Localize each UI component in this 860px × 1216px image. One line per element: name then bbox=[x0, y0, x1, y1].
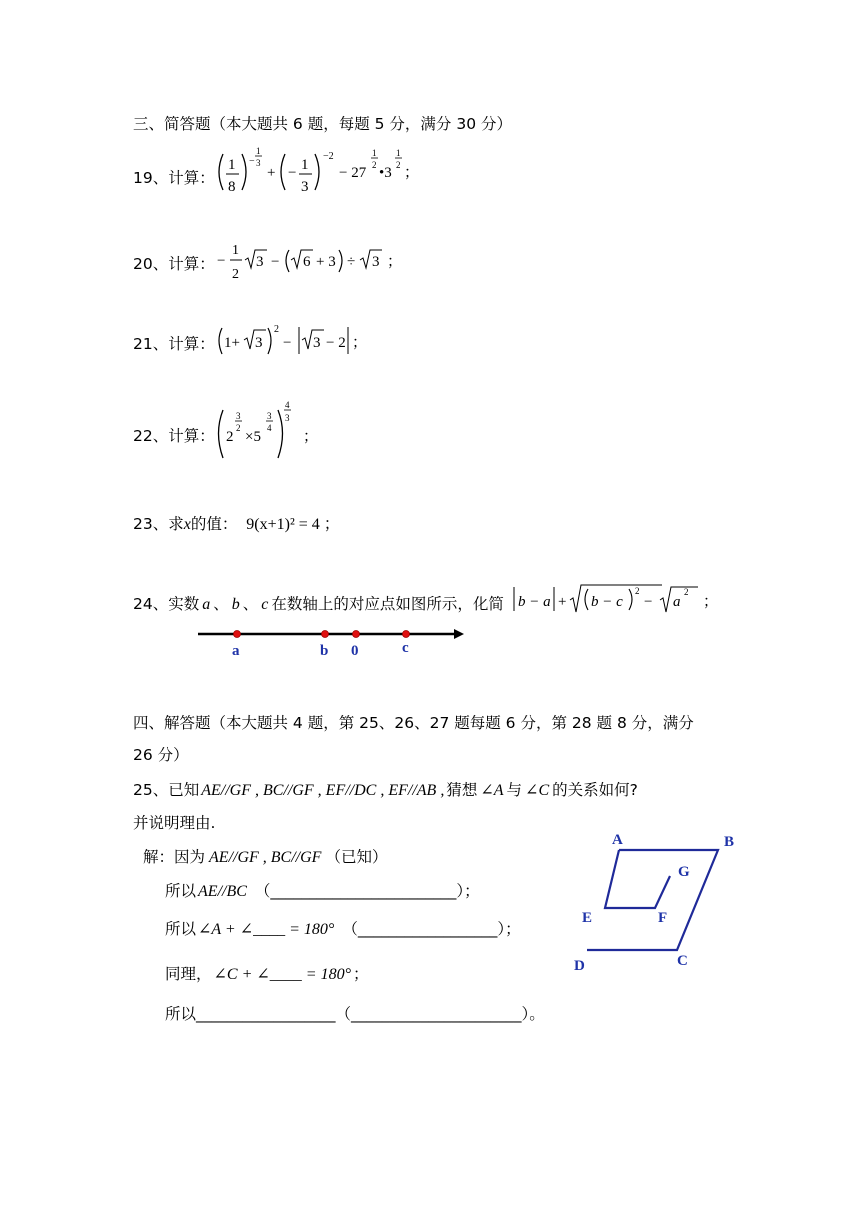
solution-3-math[interactable]: ∠A + ∠____ = 180° bbox=[198, 921, 335, 938]
angle-a: ∠A bbox=[480, 782, 504, 799]
problem-22-expression bbox=[215, 398, 335, 468]
svg-text:3: 3 bbox=[313, 335, 321, 351]
problem-19-label: 19、计算： bbox=[133, 169, 215, 187]
label-b: B bbox=[724, 834, 735, 850]
svg-text:2: 2 bbox=[232, 267, 239, 282]
number-line-label-a: a bbox=[232, 643, 240, 659]
solution-5-prefix: 所以 bbox=[165, 1005, 197, 1023]
label-c: C bbox=[677, 953, 688, 969]
problem-23-variable: x bbox=[183, 516, 191, 533]
problem-24-expression bbox=[512, 582, 719, 622]
svg-text:；: ； bbox=[352, 335, 368, 351]
svg-text:2: 2 bbox=[396, 160, 401, 170]
sep-1: 、 bbox=[213, 595, 229, 613]
point-0 bbox=[353, 631, 360, 638]
svg-text:1: 1 bbox=[232, 243, 239, 258]
problem-25-given: AE//GF , BC//GF , EF//DC , EF//AB , bbox=[201, 782, 445, 799]
problem-25-line-1 bbox=[133, 778, 638, 800]
solution-2-prefix: 所以 bbox=[165, 882, 197, 900]
svg-text:−: − bbox=[288, 165, 297, 181]
svg-text:b − c: b − c bbox=[591, 594, 623, 610]
var-c: c bbox=[261, 596, 269, 613]
var-b: b bbox=[231, 596, 240, 613]
svg-text:8: 8 bbox=[228, 179, 236, 195]
label-f: F bbox=[658, 910, 668, 926]
problem-23-prefix: 23、求 bbox=[133, 515, 184, 533]
solution-1-prefix: 解：因为 bbox=[143, 848, 206, 866]
svg-text:2: 2 bbox=[236, 423, 241, 433]
svg-text:− 2: − 2 bbox=[326, 335, 346, 351]
svg-text:1: 1 bbox=[396, 148, 401, 158]
svg-text:2: 2 bbox=[372, 160, 377, 170]
number-line-arrow-icon bbox=[454, 629, 464, 639]
solution-line-3 bbox=[165, 917, 521, 939]
svg-text:3: 3 bbox=[372, 254, 380, 270]
problem-21-label: 21、计算： bbox=[133, 335, 215, 353]
solution-line-2 bbox=[165, 879, 480, 901]
svg-text:3: 3 bbox=[256, 254, 264, 270]
problem-21-expression bbox=[215, 322, 385, 362]
svg-text:1: 1 bbox=[301, 157, 309, 173]
svg-text:−: − bbox=[644, 594, 653, 610]
svg-text:3: 3 bbox=[301, 179, 309, 195]
svg-text:+ 3: + 3 bbox=[316, 254, 336, 270]
solution-line-1 bbox=[143, 845, 387, 867]
solution-line-4 bbox=[165, 962, 369, 984]
solution-4-math[interactable]: ∠C + ∠____ = 180° bbox=[213, 966, 351, 983]
geometry-figure bbox=[570, 828, 770, 988]
label-d: D bbox=[574, 958, 585, 974]
solution-3-blank[interactable]: （__________________）； bbox=[342, 920, 521, 938]
svg-text:4: 4 bbox=[285, 400, 290, 410]
solution-3-prefix: 所以 bbox=[165, 920, 197, 938]
solution-2-math: AE//BC bbox=[198, 883, 247, 900]
label-g: G bbox=[678, 864, 690, 880]
problem-23-line bbox=[133, 511, 340, 534]
problem-19-expression bbox=[213, 142, 443, 202]
svg-text:−: − bbox=[271, 254, 280, 270]
inner-path bbox=[605, 850, 670, 908]
svg-text:+: + bbox=[558, 594, 567, 610]
svg-text:2: 2 bbox=[684, 587, 689, 597]
problem-22-label: 22、计算： bbox=[133, 427, 215, 445]
solution-1-suffix: （已知） bbox=[325, 848, 388, 866]
svg-text:；: ； bbox=[703, 594, 719, 610]
problem-25-prefix: 25、已知 bbox=[133, 781, 200, 799]
problem-25-question: 的关系如何? bbox=[552, 781, 638, 799]
svg-text:；: ； bbox=[387, 254, 403, 270]
number-line-label-c: c bbox=[402, 640, 409, 656]
point-c bbox=[403, 631, 410, 638]
point-a bbox=[234, 631, 241, 638]
problem-24-suffix: 在数轴上的对应点如图所示，化简 bbox=[271, 595, 504, 613]
problem-23-equation: 9(x+1)² = 4 ； bbox=[246, 516, 340, 533]
sep-2: 、 bbox=[242, 595, 259, 613]
svg-text:− 27: − 27 bbox=[339, 165, 367, 181]
svg-text:−2: −2 bbox=[323, 151, 334, 162]
svg-text:−: − bbox=[249, 156, 255, 167]
problem-20-expression bbox=[215, 238, 415, 288]
svg-text:；: ； bbox=[404, 165, 420, 181]
label-a: A bbox=[612, 832, 623, 848]
section-4-heading-line-2: 26 分） bbox=[133, 746, 189, 764]
svg-text:1: 1 bbox=[372, 148, 377, 158]
solution-line-5 bbox=[165, 1002, 545, 1024]
problem-24-prefix: 24、实数 bbox=[133, 595, 200, 613]
svg-text:•3: •3 bbox=[379, 165, 392, 181]
solution-4-prefix: 同理， bbox=[165, 965, 212, 983]
number-line-label-0: 0 bbox=[351, 643, 359, 659]
solution-5-blank[interactable]: __________________（______________________）。 bbox=[196, 1005, 545, 1023]
section-3-heading: 三、简答题（本大题共 6 题，每题 5 分，满分 30 分） bbox=[133, 115, 513, 133]
number-line-label-b: b bbox=[320, 643, 329, 659]
problem-25-guess: 猜想 bbox=[446, 781, 478, 799]
svg-text:3: 3 bbox=[267, 411, 272, 421]
svg-text:−: − bbox=[217, 253, 226, 269]
svg-text:1: 1 bbox=[256, 146, 261, 156]
angle-c: ∠C bbox=[525, 782, 550, 799]
label-e: E bbox=[582, 910, 593, 926]
svg-text:2: 2 bbox=[635, 586, 640, 596]
svg-text:2: 2 bbox=[274, 324, 279, 335]
problem-23-suffix: 的值： bbox=[190, 515, 238, 533]
solution-1-math: AE//GF , BC//GF bbox=[209, 849, 322, 866]
section-4-heading-line-1: 四、解答题（本大题共 4 题，第 25、26、27 题每题 6 分，第 28 题 8 分，满分 bbox=[133, 714, 694, 732]
problem-25-and: 与 bbox=[506, 781, 523, 799]
solution-4-end: ； bbox=[353, 965, 369, 983]
svg-text:1: 1 bbox=[228, 157, 236, 173]
svg-text:3: 3 bbox=[285, 413, 290, 423]
svg-text:3: 3 bbox=[255, 335, 263, 351]
svg-text:1+: 1+ bbox=[224, 335, 240, 351]
svg-text:×5: ×5 bbox=[245, 429, 261, 445]
svg-text:−: − bbox=[283, 335, 292, 351]
var-a: a bbox=[202, 596, 211, 613]
svg-text:3: 3 bbox=[256, 158, 261, 168]
svg-text:÷: ÷ bbox=[347, 254, 356, 270]
solution-2-blank[interactable]: （________________________）； bbox=[254, 882, 480, 900]
point-b bbox=[322, 631, 329, 638]
svg-text:+: + bbox=[267, 165, 276, 181]
problem-25-line-2: 并说明理由. bbox=[133, 814, 216, 832]
problem-20-label: 20、计算： bbox=[133, 255, 215, 273]
svg-text:；: ； bbox=[303, 429, 319, 445]
svg-text:2: 2 bbox=[226, 429, 234, 445]
svg-text:b − a: b − a bbox=[518, 594, 551, 610]
problem-24-line bbox=[133, 592, 504, 614]
svg-text:4: 4 bbox=[267, 423, 272, 433]
svg-text:3: 3 bbox=[236, 411, 241, 421]
svg-text:6: 6 bbox=[303, 254, 311, 270]
svg-text:a: a bbox=[673, 594, 681, 610]
number-line bbox=[198, 622, 478, 662]
